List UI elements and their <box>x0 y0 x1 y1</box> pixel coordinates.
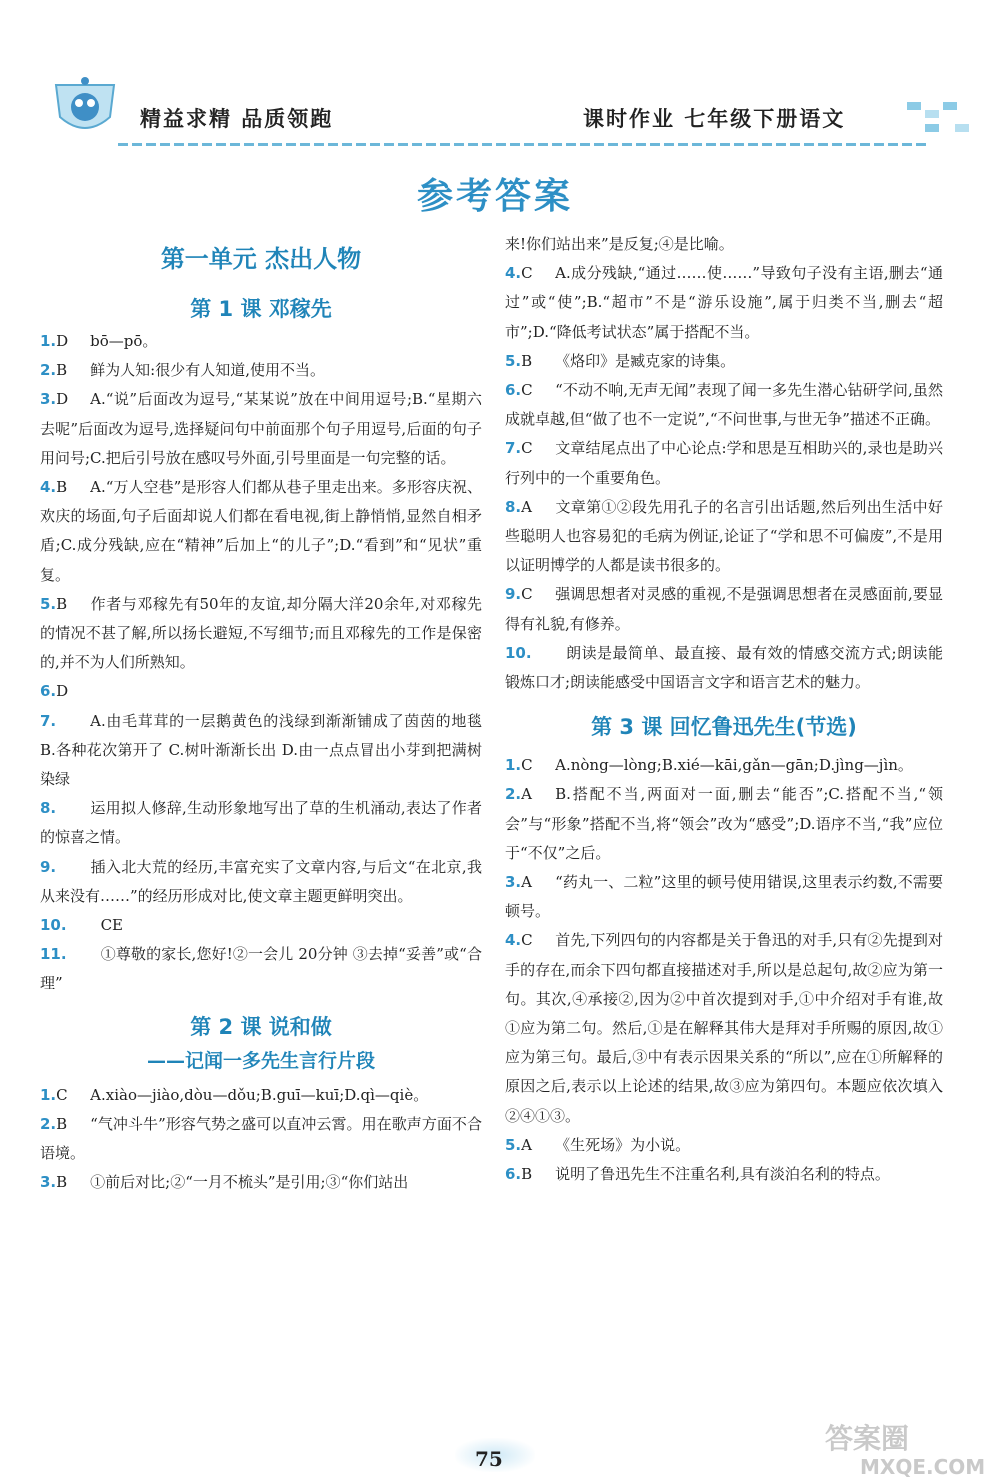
answer-key: C <box>56 1085 68 1104</box>
answer-text: A.“万人空巷”是形容人们都从巷子里走出来。多形容庆祝、欢庆的场面,句子后面却说人们都在看电视,街上静悄悄,显然自相矛盾;C.成分残缺,应在“精神”后加上“的儿子”;D.“看到”和“见状”重复。 <box>40 478 482 584</box>
page-header <box>0 0 1000 150</box>
answer-item <box>505 751 943 780</box>
answer-number: 8. <box>40 799 57 818</box>
watermark-url: MXQE.COM <box>860 1455 986 1479</box>
answer-text: A.由毛茸茸的一层鹅黄色的浅绿到渐渐铺成了茵茵的地毯 B.各种花次第开了 C.树叶渐渐长出 D.由一点点冒出小芽到把满树染绿 <box>40 711 482 789</box>
answer-key: D <box>56 332 69 350</box>
answer-text: 说明了鲁迅先生不注重名利,具有淡泊名利的特点。 <box>555 1165 890 1184</box>
continued-text: 来!你们站出来”是反复;④是比喻。 <box>505 235 734 253</box>
answer-number: 2. <box>40 1114 57 1133</box>
answer-item <box>505 780 943 868</box>
answer-text: 文章结尾点出了中心论点:学和思是互相助兴的,录也是助兴行列中的一个重要角色。 <box>505 439 943 487</box>
answer-key: C <box>521 931 533 950</box>
answer-text: ①前后对比;②“一月不梳头”是引用;③“你们站出 <box>90 1173 409 1192</box>
answer-number: 1. <box>505 756 522 775</box>
answer-item <box>40 327 482 356</box>
answer-key: A <box>521 785 532 804</box>
answer-number: 7. <box>40 711 57 730</box>
answer-item <box>505 434 943 492</box>
answer-key: D <box>56 390 69 409</box>
answer-text: 《生死场》为小说。 <box>555 1135 691 1154</box>
answer-number: 5. <box>40 594 57 613</box>
watermark-logo-icon <box>820 1418 990 1480</box>
answer-item <box>505 926 943 1130</box>
answer-item <box>505 580 943 638</box>
answer-key: C <box>521 439 533 458</box>
answer-number: 2. <box>505 785 522 804</box>
answer-item <box>505 1160 943 1189</box>
watermark-text: 答案圈 <box>825 1422 910 1455</box>
answer-key: C <box>521 585 533 604</box>
answer-item <box>40 853 482 911</box>
lesson-2-answers-continued <box>505 259 943 697</box>
answer-text: bō—pō。 <box>90 332 158 350</box>
answer-number: 6. <box>40 682 57 701</box>
answer-item <box>505 347 943 376</box>
answer-item <box>505 868 943 926</box>
answer-key: D <box>56 682 69 701</box>
answer-number: 7. <box>505 439 522 458</box>
answer-number: 6. <box>505 381 522 400</box>
page-number: 75 <box>475 1447 503 1471</box>
answer-item <box>40 385 482 473</box>
answer-text: 强调思想者对灵感的重视,不是强调思想者在灵感面前,要显得有礼貌,有修养。 <box>505 585 943 633</box>
answer-number: 9. <box>505 585 522 604</box>
answer-item <box>505 1131 943 1160</box>
answer-key: A <box>521 1135 532 1154</box>
answer-text: 作者与邓稼先有50年的友谊,却分隔大洋20余年,对邓稼先的情况不甚了解,所以扬长避短,不写细节;而且邓稼先的工作是保密的,并不为人们所熟知。 <box>40 594 482 672</box>
answer-number: 4. <box>505 931 522 950</box>
answer-number: 1. <box>40 1085 57 1104</box>
answer-key: B <box>56 478 68 497</box>
answer-item <box>40 1081 482 1110</box>
answer-text: 文章第①②段先用孔子的名言引出话题,然后列出生活中好些聪明人也容易犯的毛病为例证,论证了“学和思不可偏废”,不是用以证明博学的人都是读书很多的。 <box>505 497 943 575</box>
answer-item <box>40 590 482 678</box>
answer-text: A.成分残缺,“通过……使……”导致句子没有主语,删去“通过”或“使”;B.“超市”不是“游乐设施”,属于归类不当,删去“超市”;D.“降低考试状态”属于搭配不当。 <box>505 264 943 341</box>
answer-text: A.xiào—jiào,dòu—dǒu;B.guī—kuī;D.qì—qiè。 <box>90 1085 429 1104</box>
answer-number: 8. <box>505 497 522 516</box>
answer-text: 首先,下列四句的内容都是关于鲁迅的对手,只有②先提到对手的存在,而余下四句都直接描述对手,所以是总起句,故②应为第一句。其次,④承接②,因为②中首次提到对手,①中介绍对手有谁,故①应为第二句。然后,①是在解释其伟大是拜对手所赐的原因,故①应为第三句。最后,③中有表示因果关系的“所以”,应在①所解释的原因之后,表示以上论述的结果,故③应为第四句。本题应依次填入②④①③。 <box>505 931 943 1125</box>
answer-number: 9. <box>40 857 57 876</box>
answer-text: A.nòng—lòng;B.xié—kāi,gǎn—gān;D.jìng—jìn。 <box>555 756 913 775</box>
right-column <box>505 235 943 1189</box>
answer-number: 3. <box>40 1173 57 1192</box>
lesson-2-heading: 第 2 课 说和做 <box>190 1014 332 1039</box>
answer-number: 11. <box>40 945 67 964</box>
answer-text: CE <box>100 916 124 935</box>
answer-item <box>40 473 482 590</box>
answer-text: 运用拟人修辞,生动形象地写出了草的生机涌动,表达了作者的惊喜之情。 <box>40 799 482 847</box>
answer-key: B <box>521 1165 533 1184</box>
answer-number: 6. <box>505 1165 522 1184</box>
answer-text: “不动不响,无声无闻”表现了闻一多先生潜心钻研学问,虽然成就卓越,但“做了也不一定说”,“不问世事,与世无争”描述不正确。 <box>505 381 943 429</box>
answer-number: 1. <box>40 332 57 350</box>
answer-text: ①尊敬的家长,您好!②一会儿 20分钟 ③去掉“妥善”或“合理” <box>40 945 482 993</box>
answer-number: 4. <box>505 264 522 283</box>
answer-item <box>505 493 943 581</box>
lesson-3-answers <box>505 751 943 1189</box>
answer-item <box>40 940 482 998</box>
answer-item <box>40 356 482 385</box>
decoration-icon <box>905 98 975 138</box>
answer-number: 2. <box>40 361 57 380</box>
answer-number: 10. <box>505 643 532 662</box>
answer-item <box>40 1110 482 1168</box>
answer-key: B <box>521 351 533 370</box>
answer-number: 5. <box>505 1135 522 1154</box>
answer-item <box>40 1168 482 1197</box>
answer-item <box>40 677 482 706</box>
answer-item <box>505 376 943 434</box>
slogan: 精益求精 品质领跑 <box>140 106 334 131</box>
answer-key: A <box>521 497 532 516</box>
lesson-3-heading: 第 3 课 回忆鲁迅先生(节选) <box>591 715 857 740</box>
lesson-2-answers <box>40 1081 482 1198</box>
header-divider <box>118 143 928 146</box>
answer-text: A.“说”后面改为逗号,“某某说”放在中间用逗号;B.“星期六去呢”后面改为逗号,选择疑问句中前面那个句子用逗号,后面的句子用问号;C.把后引号放在感叹号外面,引号里面是一句完整的话。 <box>40 390 482 467</box>
answer-key: A <box>521 873 532 892</box>
unit-heading: 第一单元 杰出人物 <box>160 245 362 273</box>
lesson-1-answers <box>40 327 482 999</box>
mascot-logo-icon <box>50 75 120 137</box>
book-title: 课时作业 七年级下册语文 <box>583 106 846 131</box>
answer-text: “气冲斗牛”形容气势之盛可以直冲云霄。用在歌声方面不合语境。 <box>40 1114 482 1163</box>
left-column <box>40 235 482 1197</box>
lesson-2-subtitle: ——记闻一多先生言行片段 <box>146 1049 375 1072</box>
answer-number: 5. <box>505 351 522 370</box>
answer-key: B <box>56 594 68 613</box>
answer-item <box>40 707 482 795</box>
page-title: 参考答案 <box>416 175 573 217</box>
answer-number: 4. <box>40 478 57 497</box>
answer-text: 朗读是最简单、最直接、最有效的情感交流方式;朗读能锻炼口才;朗读能感受中国语言文字和语言艺术的魅力。 <box>505 643 943 692</box>
answer-text: 鲜为人知:很少有人知道,使用不当。 <box>90 361 325 380</box>
answer-key: C <box>521 756 533 775</box>
answer-item <box>505 639 943 697</box>
answer-key: B <box>56 361 68 380</box>
answer-text: 《烙印》是臧克家的诗集。 <box>555 351 736 370</box>
answer-number: 10. <box>40 916 67 935</box>
answer-key: B <box>56 1173 68 1192</box>
answer-item <box>505 259 943 347</box>
answer-number: 3. <box>40 390 57 409</box>
answer-number: 3. <box>505 873 522 892</box>
answer-key: C <box>521 264 533 283</box>
answer-key: C <box>521 381 533 400</box>
answer-key: B <box>56 1114 68 1133</box>
answer-item <box>40 911 482 940</box>
answer-text: “药丸一、二粒”这里的顿号使用错误,这里表示约数,不需要顿号。 <box>505 873 943 921</box>
lesson-1-heading: 第 1 课 邓稼先 <box>190 297 332 321</box>
answer-text: B.搭配不当,两面对一面,删去“能否”;C.搭配不当,“领会”与“形象”搭配不当,将“领会”改为“感受”;D.语序不当,“我”应位于“不仅”之后。 <box>505 785 943 862</box>
answer-text: 插入北大荒的经历,丰富充实了文章内容,与后文“在北京,我从来没有……”的经历形成对比,使文章主题更鲜明突出。 <box>40 857 482 905</box>
answer-item <box>40 794 482 852</box>
